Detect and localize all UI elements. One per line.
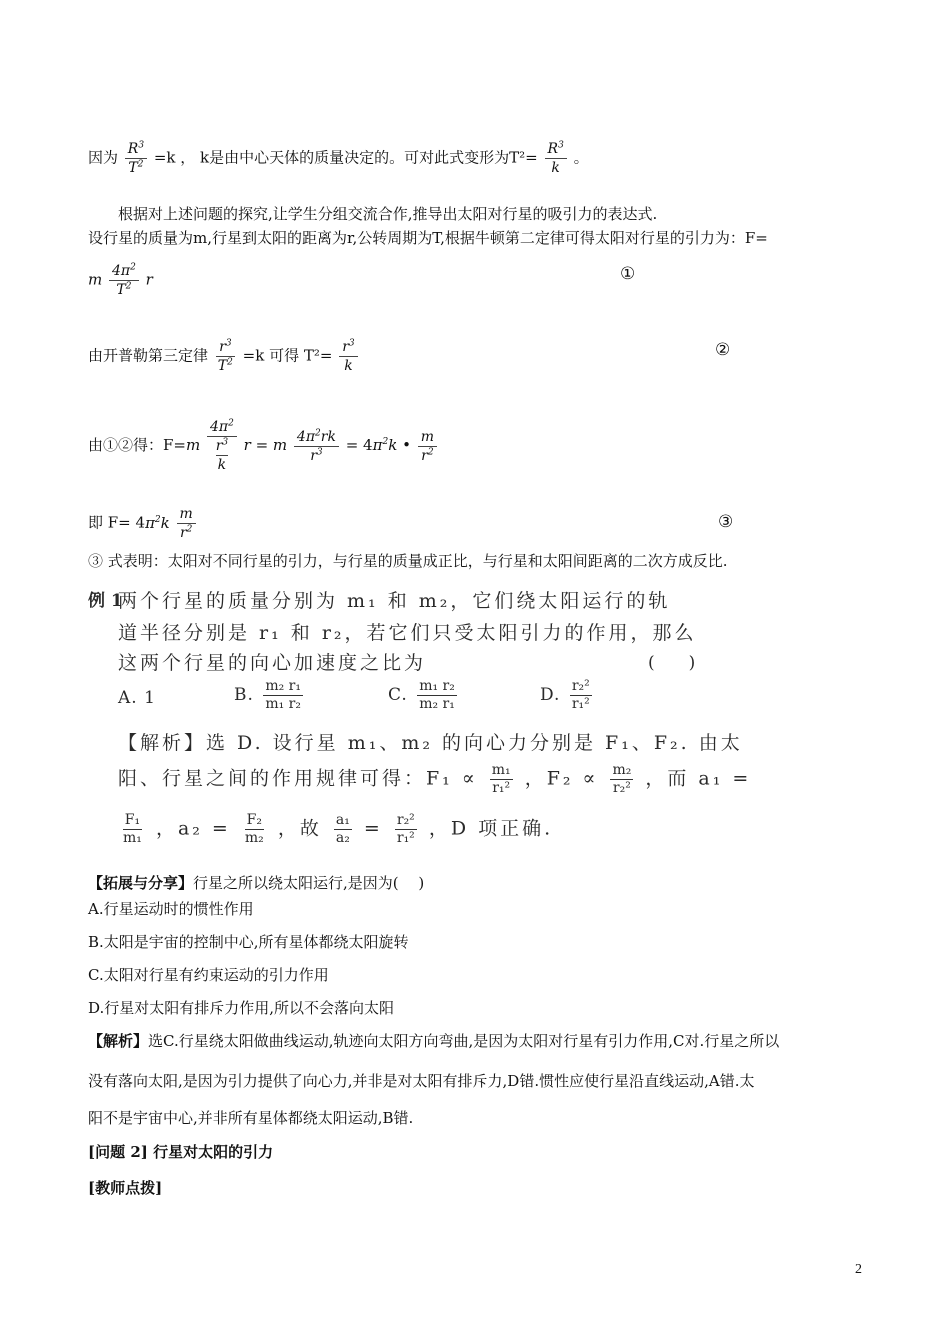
conclusion-text: ③ 式表明：太阳对不同行星的引力，与行星的质量成正比，与行星和太阳间距离的二次方成反比. [88,552,728,570]
text-thus-F: 即 F= [88,513,131,532]
option-a: A. 1 [118,688,156,708]
fraction-4pi2rk-r3: $\frac{4\pi^2rk}{r^3}$ [294,428,339,465]
option-d-label: D. [540,685,561,705]
option-d-fraction: $\frac{\text{r₂²}}{\text{r₁²}}$ [571,678,590,712]
equation-2 [88,338,360,375]
option-d [540,678,595,713]
equation-mark-3: ③ [718,512,734,532]
solution-F2: ，F₂ ∝ [524,767,599,790]
example-question-line-3: 这两个行星的向心加速度之比为 [118,652,427,674]
solution-a1: ，而 a₁ = [645,767,752,790]
fraction-F1-m1: $\frac{\text{F₁}}{\text{m₁}}$ [123,812,142,846]
analysis-line-3: 阳不是宇宙中心,并非所有星体都绕太阳运动,B错. [88,1109,414,1127]
fraction-m2-r2sq: $\frac{\text{m₂}}{\text{r₂²}}$ [612,762,632,796]
fraction-m-r2-final: $\frac{m}{r^2}$ [177,505,196,542]
option-b-label: B. [234,685,254,705]
text-from-1-2: 由①②得：F= [88,436,186,454]
fraction-R3-k: $\frac{R^3}{k}$ [545,140,567,177]
extension-option-a: A.行星运动时的惯性作用 [88,900,254,918]
solution-line-2 [118,762,751,797]
equation-4: 即 $F= 4\pi^2k$ $\frac{m}{r^2}$ [88,505,198,542]
fraction-m1-r1sq: $\frac{\text{m₁}}{\text{r₁²}}$ [491,762,511,796]
extension-question-text: 行星之所以绕太阳运行,是因为( ) [193,874,425,892]
equation-mark-1: ① [620,264,636,284]
fraction-4pi2-T2: $\frac{4\pi^2}{T^2}$ [109,262,139,299]
analysis-line-2: 没有落向太阳,是因为引力提供了向心力,并非是对太阳有排斥力,D错.惯性应使行星沿直线运动,A错.太 [88,1072,755,1090]
example-label: 例 1 [88,591,123,611]
solution-a2: ，a₂ = [155,817,231,840]
option-c-label: C. [388,685,408,705]
solution-conclusion: ，D 项正确. [428,817,554,840]
answer-paren: ( ) [648,653,696,673]
analysis-text-1: 选C.行星绕太阳做曲线运动,轨迹向太阳方向弯曲,是因为太阳对行星有引力作用,C对.行星之所以 [148,1032,780,1050]
page-number: 2 [855,1262,862,1277]
analysis-line-1 [88,1031,779,1051]
fraction-nested: $4\pi^2$ $r^3$ k [207,418,237,474]
fraction-r2sq-r1sq: $\frac{\text{r₂²}}{\text{r₁²}}$ [396,812,415,846]
fraction-F2-m2: $\frac{\text{F₂}}{\text{m₂}}$ [244,812,264,846]
kepler-line [88,140,589,177]
equation-3: 由①②得：F=m $4\pi^2$ $r^3$ k r = m $\frac{4\pi^2rk}{r^3}$ = $4\pi^2k$ • $\frac{m}{r^2}$ [88,418,439,474]
teacher-guidance-heading: [教师点拨] [88,1179,163,1197]
text-because: 因为 [88,148,119,167]
extension-option-b: B.太阳是宇宙的控制中心,所有星体都绕太阳旋转 [88,933,409,951]
solution-equals: = [363,817,383,840]
solution-line-1: 【解析】选 D. 设行星 m₁、m₂ 的向心力分别是 F₁、F₂. 由太 [118,732,743,754]
solution-therefore: ，故 [277,817,322,840]
extension-tag: 【拓展与分享】 [88,874,194,892]
fraction-r3-T2: $\frac{r^3}{T^2}$ [217,338,233,374]
extension-option-d: D.行星对太阳有排斥力作用,所以不会落向太阳 [88,999,395,1017]
example-question-line-1: 两个行星的质量分别为 m₁ 和 m₂，它们绕太阳运行的轨 [118,590,671,612]
extension-option-c: C.太阳对行星有约束运动的引力作用 [88,966,329,984]
option-c [388,678,460,713]
problem-2-heading: [问题 2] 行星对太阳的引力 [88,1143,274,1161]
solution-F1: 阳、行星之间的作用规律可得：F₁ ∝ [118,767,478,790]
fraction-R3-T2: $\frac{R^3}{T^2}$ [125,140,147,177]
option-b [234,678,306,713]
extension-question [88,873,424,893]
equation-mark-2: ② [715,340,731,360]
paragraph-setup: 设行星的质量为m,行星到太阳的距离为r,公转周期为T,根据牛顿第二定律可得太阳对行星的引力为：F= [88,229,768,247]
fraction-r3-k: $\frac{r^3}{k}$ [339,338,357,375]
analysis-tag: 【解析】 [88,1032,149,1050]
text-period: 。 [573,148,589,167]
equation-1: m $\frac{4\pi^2}{T^2}$ r [88,262,153,298]
text-kepler-third: 由开普勒第三定律 [88,346,209,365]
example-question-line-2: 道半径分别是 r₁ 和 r₂，若它们只受太阳引力的作用，那么 [118,622,697,644]
option-c-fraction: $\frac{\text{m₁ r₂}}{\text{m₂ r₁}}$ [419,678,455,712]
example-1-block [88,584,752,854]
fraction-a1-a2: $\frac{\text{a₁}}{\text{a₂}}$ [335,812,350,846]
option-b-fraction: $\frac{\text{m₂ r₁}}{\text{m₁ r₂}}$ [265,678,301,712]
fraction-m-r2: $\frac{m}{r^2}$ [418,428,437,465]
text-then-T2: =k 可得 T²= [242,346,333,365]
text-k-definition: =k ， k是由中心天体的质量决定的。可对此式变形为T²= [153,148,538,167]
solution-line-3 [118,812,553,847]
paragraph-intro: 根据对上述问题的探究,让学生分组交流合作,推导出太阳对行星的吸引力的表达式. [118,205,658,223]
